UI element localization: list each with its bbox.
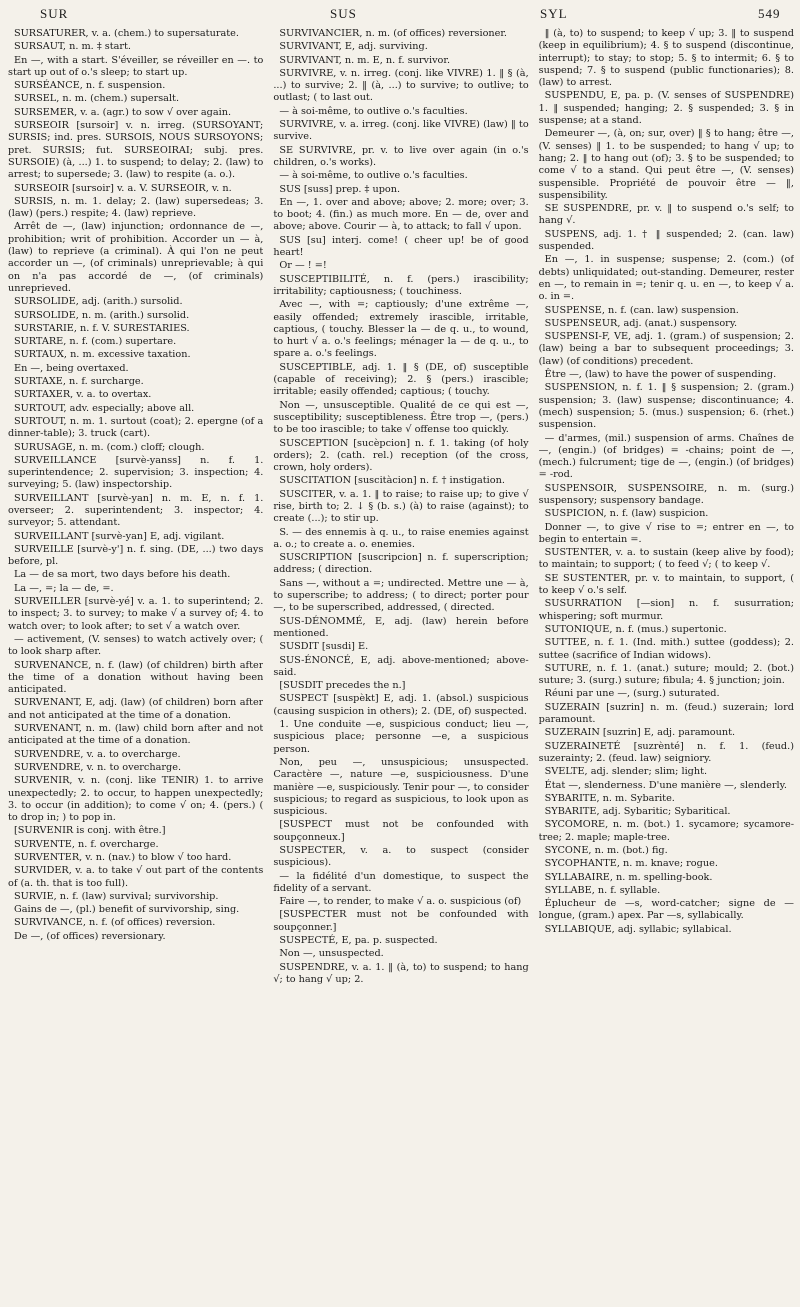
dictionary-entry: SUSPENS, adj. 1. † ‖ suspended; 2. (can. law) suspended. (538, 228, 794, 253)
dictionary-entry: SUSCITATION [suscitàcion] n. f. † instigation. (279, 475, 505, 487)
dictionary-entry: — activement, (V. senses) to watch actively over; ( to look sharp after. (8, 633, 264, 658)
dictionary-entry: SURVIE, n. f. (law) survival; survivorship. (14, 890, 219, 902)
dictionary-entry: SUSPENSEUR, adj. (anat.) suspensory. (544, 317, 738, 329)
dictionary-entry: SUTTEE, n. f. 1. (Ind. mith.) suttee (goddess); 2. suttee (sacrifice of Indian widows). (538, 637, 794, 661)
dictionary-entry: SUSPENSE, n. f. (can. law) suspension. (544, 304, 739, 316)
page-header (0, 0, 800, 26)
dictionary-entry: SURVEILLER [survè-yé] v. a. 1. to superintend; 2. to inspect; 3. to survey; to make √ a survey of; 4. to watch over; to look after; to set √ a watch over. (8, 596, 264, 632)
dictionary-entry: SURVIVANT, E, adj. surviving. (279, 41, 428, 53)
dictionary-entry: SURVENANCE, n. f. (law) (of children) birth after the time of a donation without having been anticipated. (8, 659, 264, 696)
dictionary-entry: SUSCEPTION [sucèpcion] n. f. 1. taking (of holy orders); 2. (cath. rel.) reception (of the cross, crown, holy orders). (273, 437, 529, 474)
dictionary-entry: SUTONIQUE, n. f. (mus.) supertonic. (544, 623, 727, 635)
dictionary-entry: De —, (of offices) reversionary. (14, 930, 166, 942)
dictionary-entry: SUSCEPTIBILITÉ, n. f. (pers.) irascibility; irritability; captiousness; ( touchiness. (273, 273, 529, 297)
dictionary-entry: SYBARITE, n. m. Sybarite. (544, 792, 675, 804)
dictionary-entry: La — de sa mort, two days before his death. (14, 569, 231, 581)
dictionary-entry: SUSTENTER, v. a. to sustain (keep alive by food); to maintain; to support; ( to feed √; ( to keep √. (538, 547, 794, 571)
dictionary-entry: [SUSPECT must not be confounded with soupçonneux.] (273, 819, 529, 843)
dictionary-entry: Réuni par une —, (surg.) suturated. (544, 688, 720, 700)
dictionary-entry: En —, 1. over and above; above; 2. more; over; 3. to boot; 4. (fin.) as much more. En — de, over and above; above. Courir — à, to attack; to fall √ upon. (273, 196, 529, 233)
running-head-middle: SUS (330, 6, 357, 21)
dictionary-entry: SURTOUT, adv. especially; above all. (14, 402, 195, 414)
dictionary-entry: SURSEL, n. m. (chem.) supersalt. (14, 93, 180, 105)
dictionary-entry: Sans —, without a =; undirected. Mettre une — à, to superscribe; to address; ( to direct; porter pour —, to be superscribed, addressed, ( directed. (273, 577, 529, 614)
dictionary-entry: SUSPENDU, E, pa. p. (V. senses of SUSPENDRE) 1. ‖ suspended; hanging; 2. § suspended; 3. § in suspense; at a stand. (538, 90, 794, 127)
dictionary-entry: SUSPENSI-F, VE, adj. 1. (gram.) of suspension; 2. (law) being a bar to subsequent proceedings; 3. (law) (of conditions) precedent. (538, 331, 794, 367)
dictionary-entry: En —, being overtaxed. (14, 362, 129, 374)
dictionary-entry: SURVENDRE, v. a. to overcharge. (14, 748, 181, 760)
dictionary-entry: SURSOLIDE, n. m. (arith.) sursolid. (14, 309, 190, 321)
dictionary-entry: SUSPICION, n. f. (law) suspicion. (544, 508, 709, 520)
dictionary-entry: [SUSDIT precedes the n.] (279, 680, 406, 692)
dictionary-entry: SURVIVANCIER, n. m. (of offices) reversioner. (279, 28, 508, 39)
dictionary-entry: SYBARITE, adj. Sybaritic; Sybaritical. (544, 806, 731, 818)
column-3 (539, 28, 794, 1303)
dictionary-entry: SUSPECTÉ, E, pa. p. suspected. (279, 935, 438, 947)
dictionary-entry: SUSCITER, v. a. 1. ‖ to raise; to raise up; to give √ rise, birth to; 2. ↓ § (b. s.) (à) to raise (against); to create (...); to stir up. (273, 488, 529, 525)
dictionary-entry: Demeurer —, (à, on; sur, over) ‖ § to hang; être —, (V. senses) ‖ 1. to be suspended; to hang √ up; to hang; 2. ‖ to hang out (of); 3. § to be suspended; to come √ to a stand. Qui peut être —, (V. senses) suspensible. Propriété de pouvoir être — ‖, suspensibility. (538, 128, 794, 201)
dictionary-entry: SYCONE, n. m. (bot.) fig. (544, 845, 668, 856)
dictionary-entry: SURVIVANT, n. m. E, n. f. survivor. (279, 54, 451, 66)
dictionary-entry: — à soi-même, to outlive o.'s faculties. (279, 170, 468, 182)
dictionary-entry: SURVEILLE [survè-y'] n. f. sing. (DE, ...) two days before, pl. (8, 543, 264, 568)
dictionary-entry: SUSURRATION [—sion] n. f. susurration; whispering; soft murmur. (538, 598, 794, 622)
dictionary-entry: SE SUSTENTER, pr. v. to maintain, to support, ( to keep √ o.'s self. (538, 572, 794, 597)
dictionary-entry: Non, peu —, unsuspicious; unsuspected. Caractère —, nature —e, suspiciousness. D'une manière —e, suspiciously. Tenir pour —, to consider suspicious; to regard as suspicious, to look upon as suspicious. (273, 756, 529, 818)
dictionary-entry: S. — des ennemis à q. u., to raise enemies against a. o.; to create a. o. enemies. (273, 526, 529, 550)
column-2 (273, 28, 528, 1303)
dictionary-entry: SE SURVIVRE, pr. v. to live over again (in o.'s children, o.'s works). (273, 144, 529, 168)
dictionary-entry: SUS [suss] prep. ‡ upon. (279, 183, 401, 195)
dictionary-entry: SURVENANT, E, adj. (law) (of children) born after and not anticipated at the time of a donation. (8, 697, 264, 721)
dictionary-entry: Gains de —, (pl.) benefit of survivorship, sing. (14, 904, 240, 916)
dictionary-entry: SURVENDRE, v. n. to overcharge. (14, 761, 182, 773)
dictionary-entry: Arrêt de —, (law) injunction; ordonnance de —, prohibition; writ of prohibition. Accorder un — à, (law) to reprieve (a criminal). À qui l'on ne peut accorder un —, (of criminals) unreprievable; à qui on n'a pas accordé de —, (of criminals) unreprieved. (8, 221, 264, 294)
dictionary-columns (8, 28, 794, 1303)
dictionary-entry: — à soi-même, to outlive o.'s faculties. (279, 105, 468, 117)
dictionary-entry: SUZERAIN [suzrin] n. m. (feud.) suzerain; lord paramount. (538, 701, 794, 726)
dictionary-entry: ‖ (à, to) to suspend; to keep √ up; 3. ‖ to suspend (keep in equilibrium); 4. § to suspend (discontinue, interrupt); to stay; to stop; 5. § to intermit; 6. § to suspend; 7. § to suspend (public functionaries); 8. (law) to arrest. (538, 28, 794, 89)
dictionary-entry: SURSAUT, n. m. ‡ start. (14, 41, 131, 53)
dictionary-entry: Non —, unsusceptible. Qualité de ce qui est —, susceptibility; susceptibleness. Être trop —, (pers.) to be too irascible; to take √ offense too quickly. (273, 399, 529, 436)
dictionary-entry: SYLLABAIRE, n. m. spelling-book. (544, 871, 713, 883)
dictionary-entry: SYLLABIQUE, adj. syllabic; syllabical. (544, 923, 732, 935)
dictionary-entry: En —, with a start. S'éveiller, se réveiller en —. to start up out of o.'s sleep; to start up. (8, 54, 264, 78)
dictionary-entry: Non —, unsuspected. (279, 948, 384, 960)
dictionary-entry: SUS [su] interj. come! ( cheer up! be of good heart! (273, 234, 529, 259)
dictionary-entry: SURVEILLANT [survè-yan] E, adj. vigilant. (14, 530, 225, 542)
dictionary-entry: SUSDIT [susdi] E. (279, 641, 369, 653)
running-head-right: SYL (540, 6, 568, 21)
dictionary-entry: SURVEILLANCE [survè-yanss] n. f. 1. superintendence; 2. supervision; 3. inspection; 4. surveying; 5. (law) inspectorship. (8, 454, 264, 491)
dictionary-entry: SUZERAIN [suzrin] E, adj. paramount. (544, 727, 736, 739)
dictionary-entry: La —, =; la — de, =. (14, 582, 114, 594)
dictionary-entry: SUSPENDRE, v. a. 1. ‖ (à, to) to suspend; to hang √; to hang √ up; 2. (273, 961, 529, 985)
column-1 (8, 28, 263, 1303)
dictionary-entry: SURVENANT, n. m. (law) child born after and not anticipated at the time of a donation. (8, 723, 264, 747)
dictionary-entry: Donner —, to give √ rise to =; entrer en —, to begin to entertain =. (538, 521, 794, 545)
dictionary-entry: En —, 1. in suspense; suspense; 2. (com.) (of debts) unliquidated; out-standing. Demeurer, rester en —, to remain in =; tenir q. u. en —, to keep √ a. o. in =. (538, 254, 794, 303)
dictionary-entry: SURTAXER, v. a. to overtax. (14, 389, 152, 401)
dictionary-entry: Éplucheur de —s, word-catcher; signe de — longue, (gram.) apex. Par —s, syllabically. (538, 898, 794, 922)
dictionary-entry: SURVENTE, n. f. overcharge. (14, 838, 159, 850)
dictionary-entry: [SUSPECTER must not be confounded with soupçonner.] (273, 909, 529, 933)
dictionary-entry: SUSCEPTIBLE, adj. 1. ‖ § (DE, of) susceptible (capable of receiving); 2. § (pers.) irascible; irritable; easily offended; captious; ( touchy. (273, 361, 529, 398)
dictionary-entry: SURVENIR, v. n. (conj. like TENIR) 1. to arrive unexpectedly; 2. to occur, to happen unexpectedly; 3. to occur (in addition); to come √ on; 4. (pers.) ( to drop in; ) to pop in. (8, 775, 264, 824)
dictionary-entry: Or — ! =! (279, 260, 327, 272)
dictionary-entry: Avec —, with =; captiously; d'une extrême —, easily offended; extremely irascible, irritable, captious, ( touchy. Blesser la — de q. u., to wound, to hurt √ a. o.'s feelings; ménager la — de q. u., to spare a. o.'s feelings. (273, 299, 529, 360)
dictionary-entry: SURUSAGE, n. m. (com.) cloff; clough. (14, 441, 205, 453)
dictionary-entry: SURSTARIE, n. f. V. SURESTARIES. (14, 322, 190, 334)
dictionary-entry: SURVENTER, v. n. (nav.) to blow √ too hard. (14, 852, 232, 863)
dictionary-entry: SURVIDER, v. a. to take √ out part of the contents of (a. th. that is too full). (8, 865, 264, 889)
dictionary-entry: Être —, (law) to have the power of suspending. (544, 369, 777, 381)
page-number: 549 (758, 6, 781, 21)
dictionary-entry: SURSOLIDE, adj. (arith.) sursolid. (14, 296, 183, 308)
dictionary-entry: SURSEOIR [sursoir] v. n. irreg. (SURSOYANT; SURSIS; ind. pres. SURSOIS, NOUS SURSOYONS; pret. SURSIS; fut. SURSEOIRAI; subj. pres. SURSOIE) (à, ...) 1. to suspend; to delay; 2. (law) to arrest; to supersede; 3. (law) to respite (a. o.). (8, 120, 264, 181)
dictionary-entry: SURTAXE, n. f. surcharge. (14, 376, 144, 388)
dictionary-entry: 1. Une conduite —e, suspicious conduct; lieu —, suspicious place; personne —e, a suspicious person. (273, 719, 529, 755)
dictionary-entry: SUSPECTER, v. a. to suspect (consider suspicious). (273, 845, 529, 869)
dictionary-entry: [SURVENIR is conj. with être.] (14, 825, 166, 837)
dictionary-entry: SURSIS, n. m. 1. delay; 2. (law) supersedeas; 3. (law) (pers.) respite; 4. (law) reprieve. (8, 195, 264, 220)
dictionary-entry: SURVIVANCE, n. f. (of offices) reversion. (14, 917, 216, 929)
dictionary-entry: SUS-ÉNONCÉ, E, adj. above-mentioned; above-said. (273, 654, 529, 678)
dictionary-entry: SUSPENSION, n. f. 1. ‖ § suspension; 2. (gram.) suspension; 3. (law) suspense; discontinuance; 4. (mech) suspension; 5. (mus.) suspension; 6. (rhet.) suspension. (538, 382, 794, 431)
dictionary-entry: SUSPENSOIR, SUSPENSOIRE, n. m. (surg.) suspensory; suspensory bandage. (538, 482, 794, 506)
dictionary-entry: SURSEMER, v. a. (agr.) to sow √ over again. (14, 106, 232, 118)
dictionary-entry: — d'armes, (mil.) suspension of arms. Chaînes de —, (engin.) (of bridges) = -chains; point de —, (mech.) fulcrument; tige de —, (engin.) (of bridges) = -rod. (538, 432, 794, 481)
dictionary-entry: SURVEILLANT [survè-yan] n. m. E, n. f. 1. overseer; 2. superintendent; 3. inspector; 4. surveyor; 5. attendant. (8, 492, 264, 529)
dictionary-entry: SUSPECT [suspèkt] E, adj. 1. (absol.) suspicious (causing suspicion in others); 2. (DE, of) suspected. (273, 693, 529, 717)
dictionary-entry: SURSEOIR [sursoir] v. a. V. SURSEOIR, v. n. (14, 182, 232, 194)
dictionary-entry: SURTAUX, n. m. excessive taxation. (14, 349, 191, 361)
dictionary-entry: SYLLABE, n. f. syllable. (544, 884, 661, 896)
dictionary-entry: SURSATURER, v. a. (chem.) to supersaturate. (14, 28, 239, 39)
dictionary-entry: — la fidélité d'un domestique, to suspect the fidelity of a servant. (273, 870, 529, 894)
dictionary-entry: SUTURE, n. f. 1. (anat.) suture; mould; 2. (bot.) suture; 3. (surg.) suture; fibula; 4. § junction; join. (538, 662, 794, 687)
dictionary-entry: SYCOMORE, n. m. (bot.) 1. sycamore; sycamore-tree; 2. maple; maple-tree. (538, 819, 794, 843)
dictionary-entry: SUS-DÉNOMMÉ, E, adj. (law) herein before mentioned. (273, 615, 529, 639)
dictionary-entry: SURTARE, n. f. (com.) supertare. (14, 336, 177, 348)
dictionary-entry: SYCOPHANTE, n. m. knave; rogue. (544, 858, 718, 870)
running-head-left: SUR (40, 6, 69, 21)
dictionary-entry: SURVIVRE, v. a. irreg. (conj. like VIVRE) (law) ‖ to survive. (273, 119, 529, 143)
dictionary-entry: Faire —, to render, to make √ a. o. suspicious (of) (279, 896, 522, 908)
dictionary-entry: SURTOUT, n. m. 1. surtout (coat); 2. epergne (of a dinner-table); 3. truck (cart). (8, 415, 264, 440)
dictionary-entry: SUSCRIPTION [suscripcion] n. f. superscription; address; ( direction. (273, 552, 529, 576)
dictionary-entry: SURSÉANCE, n. f. suspension. (14, 80, 166, 92)
dictionary-entry: SURVIVRE, v. n. irreg. (conj. like VIVRE) 1. ‖ § (à, ...) to survive; 2. ‖ (à, ...) to survive; to outlive; to outlast; ( to last out. (273, 67, 529, 104)
dictionary-entry: SE SUSPENDRE, pr. v. ‖ to suspend o.'s self; to hang √. (538, 203, 794, 227)
dictionary-entry: SUZERAINETÉ [suzrènté] n. f. 1. (feud.) suzerainty; 2. (feud. law) seigniory. (538, 740, 794, 764)
dictionary-entry: SVELTE, adj. slender; slim; light. (544, 766, 708, 778)
dictionary-entry: État —, slenderness. D'une manière —, slenderly. (544, 779, 787, 791)
